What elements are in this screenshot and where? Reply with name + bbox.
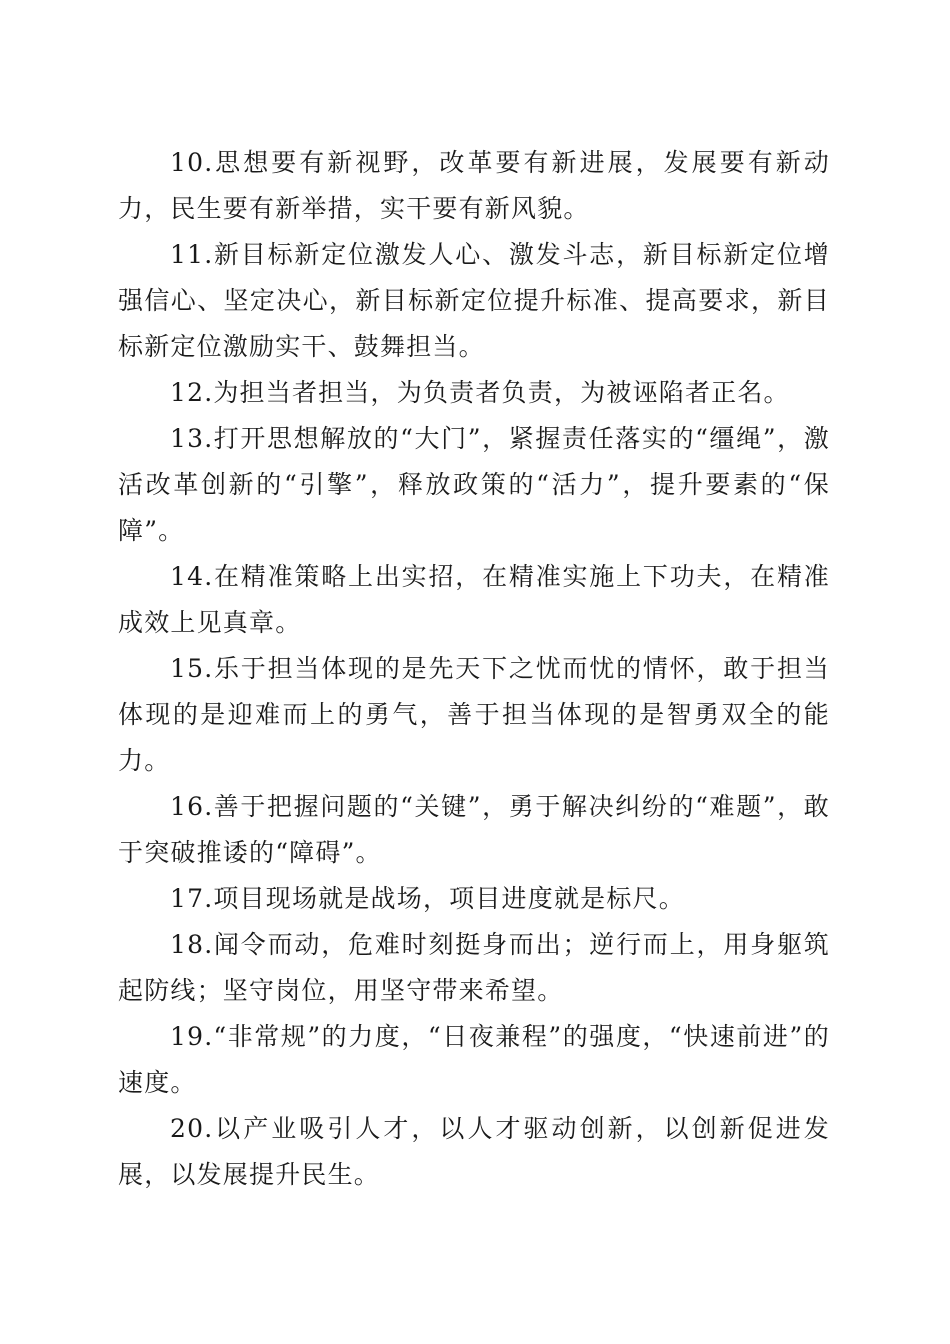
paragraph-12: 12.为担当者担当，为负责者负责，为被诬陷者正名。 — [170, 378, 790, 407]
paragraph-15: 15.乐于担当体现的是先天下之忧而忧的情怀，敢于担当体现的是迎难而上的勇气，善于担当体现的是智勇双全的能力。 — [118, 654, 830, 775]
paragraph-16: 16.善于把握问题的“关键”，勇于解决纠纷的“难题”，敢于突破推诿的“障碍”。 — [118, 792, 830, 867]
paragraph-19: 19.“非常规”的力度，“日夜兼程”的强度，“快速前进”的速度。 — [118, 1022, 830, 1097]
paragraph-10: 10.思想要有新视野，改革要有新进展，发展要有新动力，民生要有新举措，实干要有新风貌。 — [118, 148, 830, 223]
paragraph-14: 14.在精准策略上出实招，在精准实施上下功夫，在精准成效上见真章。 — [118, 562, 830, 637]
paragraph-17: 17.项目现场就是战场，项目进度就是标尺。 — [170, 884, 685, 913]
document-body — [118, 140, 830, 1198]
paragraph-13: 13.打开思想解放的“大门”，紧握责任落实的“缰绳”，激活改革创新的“引擎”，释放政策的“活力”，提升要素的“保障”。 — [118, 424, 830, 545]
paragraph-18: 18.闻令而动，危难时刻挺身而出；逆行而上，用身躯筑起防线；坚守岗位，用坚守带来希望。 — [118, 930, 830, 1005]
paragraph-20: 20.以产业吸引人才，以人才驱动创新，以创新促进发展，以发展提升民生。 — [118, 1114, 830, 1189]
paragraph-11: 11.新目标新定位激发人心、激发斗志，新目标新定位增强信心、坚定决心，新目标新定位提升标准、提高要求，新目标新定位激励实干、鼓舞担当。 — [118, 240, 830, 361]
